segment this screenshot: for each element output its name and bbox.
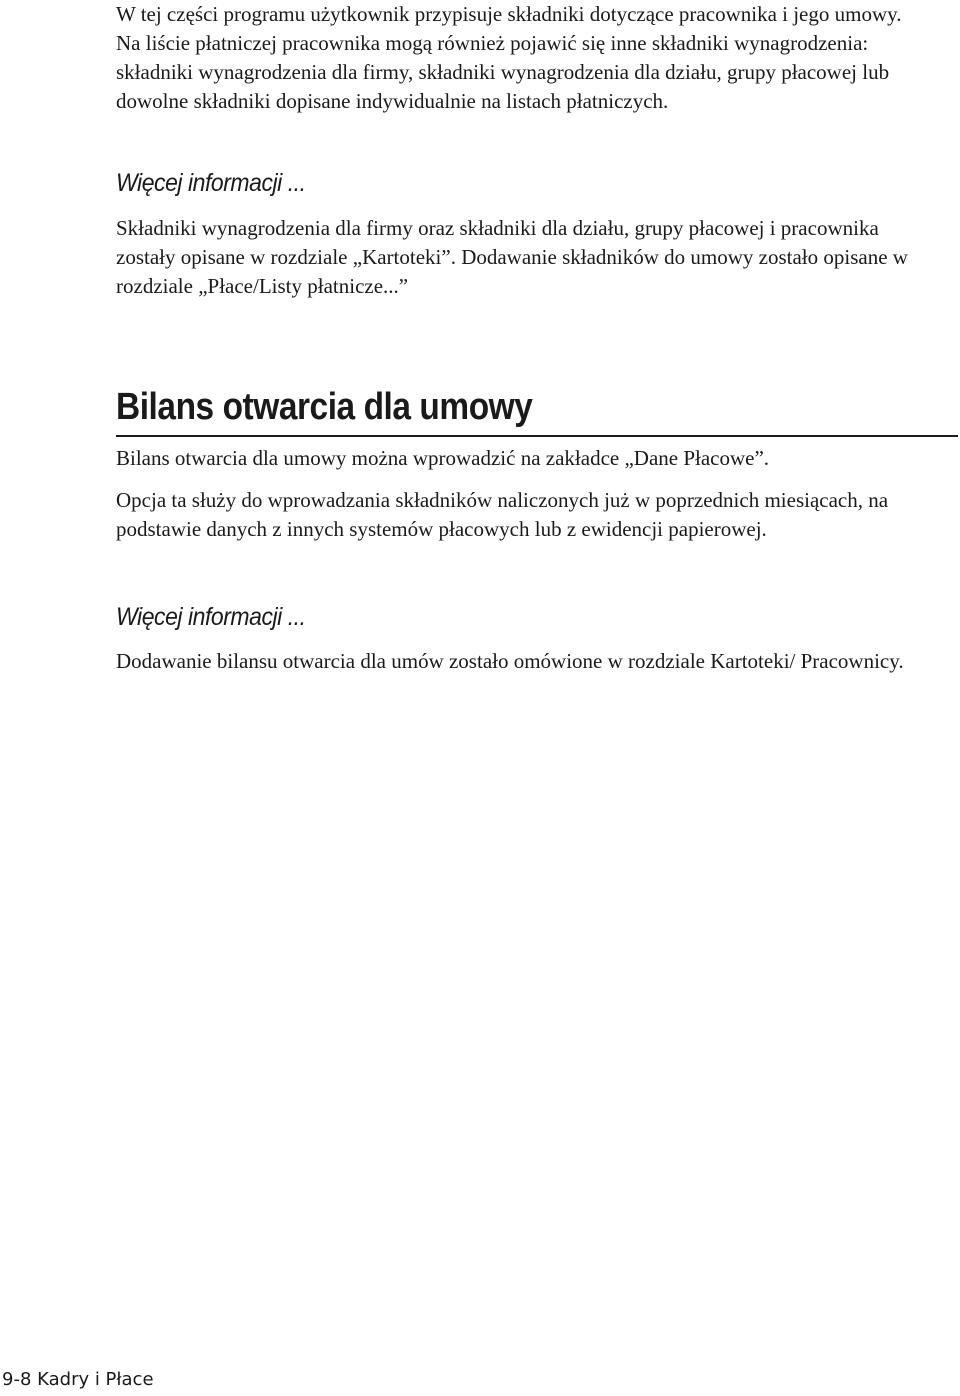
more-info-heading-1: Więcej informacji ... [116,169,306,197]
more-info-paragraph-2: Dodawanie bilansu otwarcia dla umów zostało omówione w rozdziale Kartoteki/ Pracownicy. [116,649,904,673]
more-info-block-1 [116,168,916,198]
more-info-paragraph-1: Składniki wynagrodzenia dla firmy oraz składniki dla działu, grupy płacowej i pracownika zostały opisane w rozdziale „Kartoteki”. Dodawanie składników do umowy zostało opisane w rozdziale „Płace/Listy płatnicze...” [116,216,908,298]
section-title: Bilans otwarcia dla umowy [116,386,533,428]
section-text-block-2 [116,486,916,544]
more-info-text-block-2 [116,647,916,676]
more-info-text-block-1 [116,214,916,301]
section-text-block-1 [116,444,916,473]
page-footer: 9-8 Kadry i Płace [2,1369,154,1390]
more-info-block-2 [116,602,916,632]
intro-paragraph: W tej części programu użytkownik przypisuje składniki dotyczące pracownika i jego umowy. Na liście płatniczej pracownika mogą również pojawić się inne składniki wynagrodzenia: składniki wynagrodzenia dla firmy, składniki wynagrodzenia dla działu, grupy płacowej lub dowolne składniki dopisane indywidualnie na listach płatniczych. [116,2,902,113]
more-info-heading-2: Więcej informacji ... [116,603,306,631]
intro-block [116,0,916,116]
section-paragraph-1: Bilans otwarcia dla umowy można wprowadzić na zakładce „Dane Płacowe”. [116,446,770,470]
section-header [116,385,956,429]
section-paragraph-2: Opcja ta służy do wprowadzania składników naliczonych już w poprzednich miesiącach, na podstawie danych z innych systemów płacowych lub z ewidencji papierowej. [116,488,889,541]
section-divider [116,435,958,437]
